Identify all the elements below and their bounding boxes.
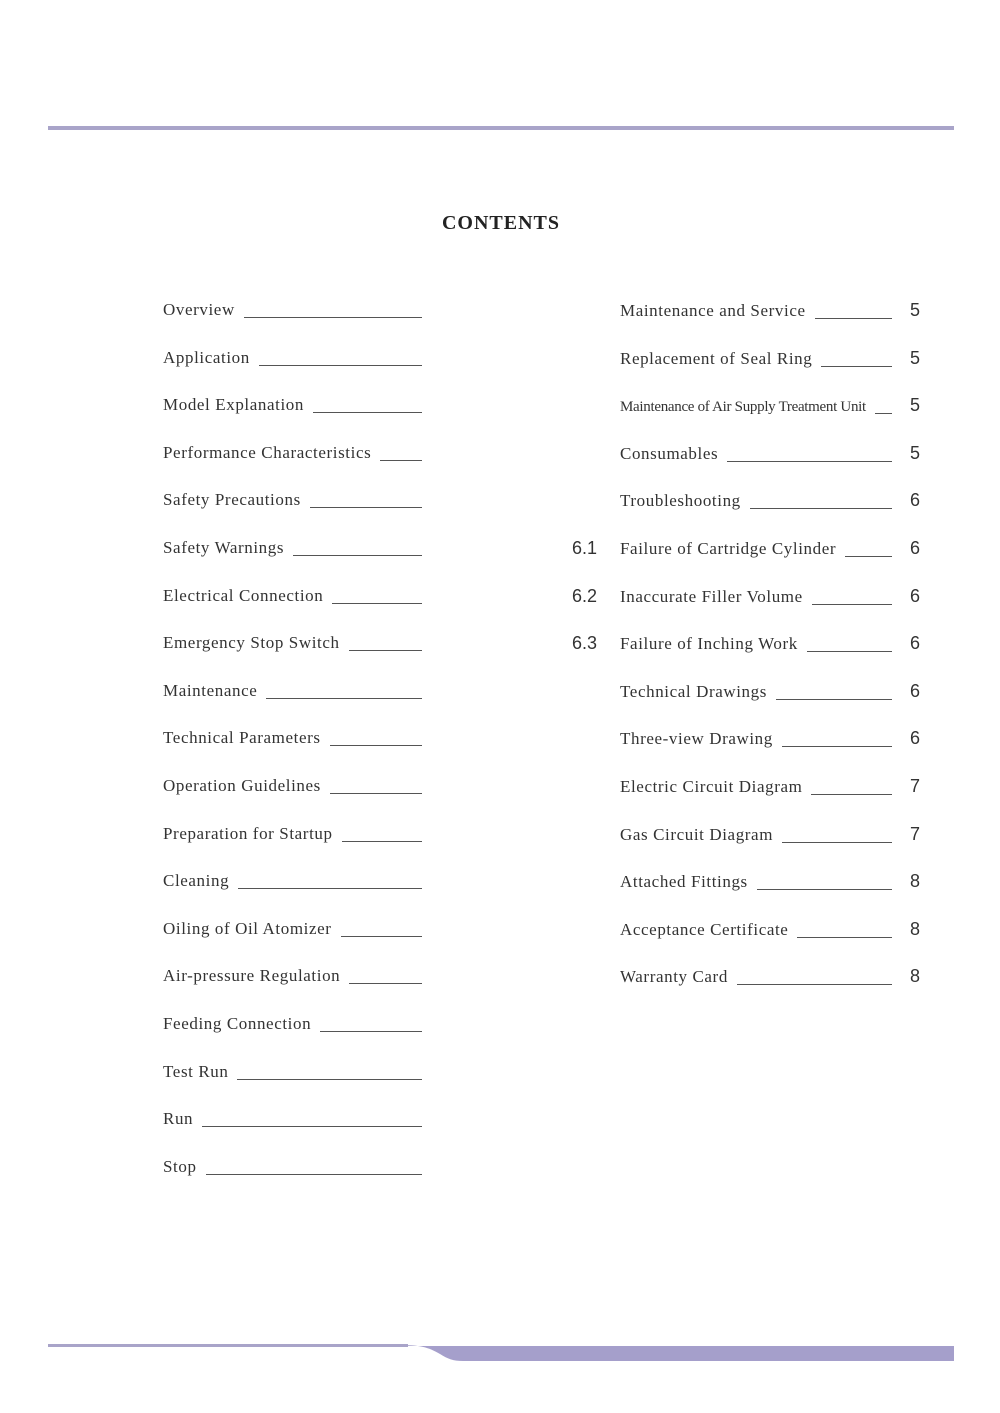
top-rule (48, 126, 954, 130)
toc-entry-title: Warranty Card (620, 967, 728, 987)
toc-entry[interactable] (163, 538, 422, 586)
page-number: 7 (909, 823, 920, 844)
toc-entry-title: Application (163, 347, 250, 367)
toc-entry-title: Oiling of Oil Atomizer (163, 918, 332, 938)
toc-entry-title: Consumables (620, 443, 719, 463)
leader-line (259, 365, 422, 366)
page-number: 5 (909, 347, 920, 368)
page-number: 6 (909, 585, 920, 606)
toc-entry[interactable] (560, 443, 920, 491)
page-number: 5 (909, 442, 920, 463)
toc-entry[interactable] (560, 966, 920, 1014)
toc-entry[interactable] (560, 395, 920, 443)
toc-entry[interactable] (163, 1157, 422, 1205)
section-number: 6.2 (572, 585, 598, 606)
page-number: 8 (909, 966, 920, 987)
toc-entry[interactable] (163, 443, 422, 491)
toc-entry-title: Troubleshooting (620, 491, 741, 511)
page-number: 6 (909, 728, 920, 749)
toc-right-column (560, 300, 920, 1014)
toc-entry-title: Emergency Stop Switch (163, 633, 340, 653)
toc-entry[interactable] (163, 919, 422, 967)
section-number: 6.3 (572, 633, 598, 654)
leader-line (202, 1126, 422, 1127)
page-title: CONTENTS (441, 212, 561, 234)
toc-entry-title: Test Run (163, 1061, 229, 1081)
toc-entry-title: Operation Guidelines (163, 775, 321, 795)
page-number: 8 (909, 918, 920, 939)
leader-line (380, 460, 422, 461)
toc-entry[interactable] (163, 824, 422, 872)
leader-line (807, 651, 892, 652)
leader-line (330, 793, 422, 794)
leader-line (320, 1031, 422, 1032)
footer-band (48, 1344, 954, 1364)
toc-entry-title: Feeding Connection (163, 1013, 312, 1033)
leader-line (727, 461, 892, 462)
toc-entry[interactable] (163, 300, 422, 348)
toc-entry[interactable] (163, 871, 422, 919)
leader-line (811, 794, 892, 795)
leader-line (815, 318, 892, 319)
leader-line (782, 842, 892, 843)
page-number: 6 (909, 490, 920, 511)
toc-entry-title: Stop (163, 1156, 197, 1176)
toc-entry[interactable] (163, 681, 422, 729)
leader-line (875, 413, 892, 414)
toc-entry[interactable] (560, 490, 920, 538)
toc-entry[interactable] (560, 776, 920, 824)
leader-line (782, 746, 892, 747)
toc-entry-title: Safety Warnings (163, 537, 285, 557)
toc-entry-title: Cleaning (163, 871, 230, 891)
toc-entry-title: Safety Precautions (163, 490, 301, 510)
toc-entry[interactable] (163, 1109, 422, 1157)
toc-entry-title: Attached Fittings (620, 872, 748, 892)
page-number: 5 (909, 300, 920, 320)
section-number: 6.1 (572, 537, 598, 558)
toc-entry[interactable] (163, 490, 422, 538)
leader-line (812, 604, 892, 605)
leader-line (244, 317, 422, 318)
toc-entry-title: Run (163, 1109, 194, 1129)
toc-entry[interactable] (560, 633, 920, 681)
footer-thin-rule (48, 1344, 408, 1347)
leader-line (821, 366, 892, 367)
page-number: 5 (909, 395, 920, 416)
toc-entry[interactable] (163, 586, 422, 634)
leader-line (776, 699, 892, 700)
leader-line (845, 556, 892, 557)
footer-band-shape (48, 1345, 954, 1361)
toc-entry[interactable] (560, 681, 920, 729)
toc-entry[interactable] (560, 919, 920, 967)
toc-entry-title: Maintenance and Service (620, 301, 806, 320)
toc-entry-title: Air-pressure Regulation (163, 966, 341, 986)
toc-entry[interactable] (560, 300, 920, 348)
toc-entry-title: Electrical Connection (163, 585, 324, 605)
toc-entry[interactable] (163, 966, 422, 1014)
toc-entry-title: Preparation for Startup (163, 823, 333, 843)
toc-entry-title: Maintenance of Air Supply Treatment Unit (620, 399, 866, 416)
leader-line (206, 1174, 422, 1175)
page-number: 6 (909, 633, 920, 654)
leader-line (757, 889, 892, 890)
leader-line (332, 603, 422, 604)
toc-entry[interactable] (560, 348, 920, 396)
leader-line (797, 937, 892, 938)
toc-entry[interactable] (163, 395, 422, 443)
toc-entry[interactable] (163, 348, 422, 396)
toc-entry[interactable] (163, 633, 422, 681)
toc-entry-title: Replacement of Seal Ring (620, 348, 813, 368)
toc-entry-title: Inaccurate Filler Volume (620, 586, 803, 606)
toc-entry[interactable] (560, 824, 920, 872)
leader-line (737, 984, 892, 985)
leader-line (349, 983, 422, 984)
toc-entry-title: Gas Circuit Diagram (620, 824, 774, 844)
page-number: 7 (909, 775, 920, 796)
toc-entry-title: Technical Drawings (620, 681, 767, 701)
leader-line (349, 650, 422, 651)
leader-line (330, 745, 422, 746)
leader-line (341, 936, 422, 937)
page-number: 6 (909, 537, 920, 558)
toc-entry[interactable] (163, 728, 422, 776)
leader-line (293, 555, 422, 556)
leader-line (238, 888, 422, 889)
leader-line (237, 1079, 422, 1080)
leader-line (342, 841, 422, 842)
toc-entry-title: Technical Parameters (163, 728, 321, 748)
toc-entry-title: Electric Circuit Diagram (620, 776, 803, 796)
leader-line (313, 412, 422, 413)
toc-entry-title: Three-view Drawing (620, 729, 773, 749)
toc-entry[interactable] (163, 1014, 422, 1062)
toc-entry-title: Model Explanation (163, 395, 304, 415)
toc-left-column (163, 300, 422, 1204)
toc-entry-title: Failure of Cartridge Cylinder (620, 538, 837, 558)
toc-entry[interactable] (560, 728, 920, 776)
leader-line (310, 507, 422, 508)
toc-entry[interactable] (560, 538, 920, 586)
leader-line (266, 698, 422, 699)
toc-entry-title: Acceptance Certificate (620, 919, 789, 939)
toc-entry-title: Performance Characteristics (163, 442, 372, 462)
page-number: 6 (909, 680, 920, 701)
leader-line (750, 508, 892, 509)
page-number: 8 (909, 871, 920, 892)
toc-entry-title: Overview (163, 300, 235, 319)
toc-entry-title: Maintenance (163, 680, 258, 700)
toc-entry[interactable] (560, 871, 920, 919)
toc-entry[interactable] (163, 1062, 422, 1110)
toc-entry[interactable] (163, 776, 422, 824)
toc-entry-title: Failure of Inching Work (620, 634, 798, 654)
toc-entry[interactable] (560, 586, 920, 634)
